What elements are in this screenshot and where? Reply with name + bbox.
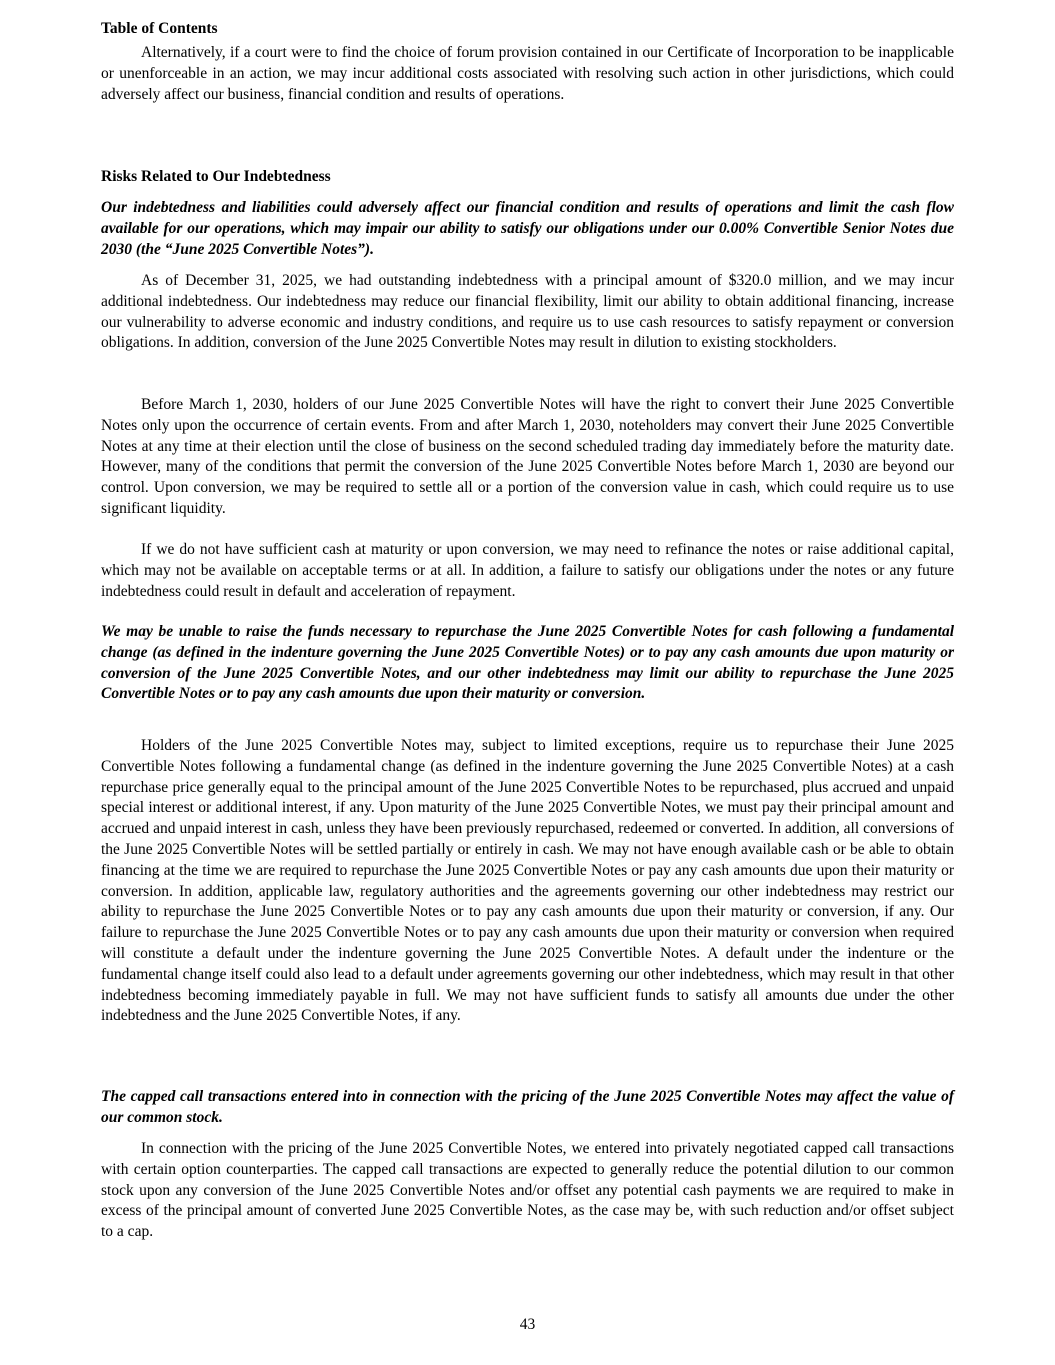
risk-1-paragraph-1: As of December 31, 2025, we had outstanding indebtedness with a principal amount of $320.0 million, and we may incur additional indebtedness. Our indebtedness may reduce our financial flexibility, limit our ability to obtain additional financing, increase our vulnerability to adverse economic and industry conditions, and require us to use cash resources to satisfy repayment or conversion obligations. In addition, conversion of the June 2025 Convertible Notes may result in dilution to existing stockholders. [101, 272, 954, 352]
page-number: 43 [519, 1316, 536, 1333]
intro-paragraph: Alternatively, if a court were to find the choice of forum provision contained in our Certificate of Incorporation to be inapplicable or unenforceable in an action, we may incur additional costs associated with resolving such action in other jurisdictions, which could adversely affect our business, financial condition and results of operations. [101, 44, 954, 103]
risk-1-paragraph-2: Before March 1, 2030, holders of our June 2025 Convertible Notes will have the right to convert their June 2025 Convertible Notes only upon the occurrence of certain events. From and after March 1, 2030, noteholders may convert their June 2025 Convertible Notes at any time at their election until the close of business on the second scheduled trading day immediately before the maturity date. However, many of the conditions that permit the conversion of the June 2025 Convertible Notes before March 1, 2030 are beyond our control. Upon conversion, we may be required to settle all or a portion of the conversion value in cash, which could require us to use significant liquidity. [101, 396, 954, 517]
risk-heading-3: The capped call transactions entered into in connection with the pricing of the June 2025 Convertible Notes may affect the value of our common stock. [101, 1088, 954, 1126]
risk-1-paragraph-3: If we do not have sufficient cash at maturity or upon conversion, we may need to refinance the notes or raise additional capital, which may not be available on acceptable terms or at all. In addition, a failure to satisfy our obligations under the notes or any future indebtedness could result in default and acceleration of repayment. [101, 541, 954, 600]
risk-2-paragraph-1: Holders of the June 2025 Convertible Notes may, subject to limited exceptions, require us to repurchase their June 2025 Convertible Notes following a fundamental change (as defined in the indenture governing the June 2025 Convertible Notes) at a cash repurchase price generally equal to the principal amount of the June 2025 Convertible Notes to be repurchased, plus accrued and unpaid special interest or additional interest, if any. Upon maturity of the June 2025 Convertible Notes, we must pay their principal amount and accrued and unpaid interest in cash, unless they have been previously repurchased, redeemed or converted. In addition, all conversions of the June 2025 Convertible Notes will be settled partially or entirely in cash. We may not have enough available cash or be able to obtain financing at the time we are required to repurchase the June 2025 Convertible Notes or pay any cash amounts due upon their maturity or conversion. In addition, applicable law, regulatory authorities and the agreements governing our other indebtedness may restrict our ability to repurchase the June 2025 Convertible Notes or to pay any cash amounts due upon their maturity or conversion, if any. Our failure to repurchase the June 2025 Convertible Notes or to pay any cash amounts due upon their maturity or conversion when required will constitute a default under the indenture governing the June 2025 Convertible Notes. A default under the indenture or the fundamental change itself could also lead to a default under agreements governing our other indebtedness, which may result in that other indebtedness becoming immediately payable in full. We may not have sufficient funds to satisfy all amounts due under the other indebtedness and the June 2025 Convertible Notes, if any. [101, 737, 954, 1025]
risk-3-paragraph-1: In connection with the pricing of the June 2025 Convertible Notes, we entered into privately negotiated capped call transactions with certain option counterparties. The capped call transactions are expected to generally reduce the potential dilution to our common stock upon any conversion of the June 2025 Convertible Notes and/or offset any potential cash payments we are required to make in excess of the principal amount of converted June 2025 Convertible Notes, as the case may be, with such reduction and/or offset subject to a cap. [101, 1140, 954, 1241]
risk-heading-1: Our indebtedness and liabilities could adversely affect our financial condition and results of operations and limit the cash flow available for our operations, which may impair our ability to satisfy our obligations under our 0.00% Convertible Senior Notes due 2030 (the “June 2025 Convertible Notes”). [101, 199, 954, 258]
section-title: Risks Related to Our Indebtedness [101, 168, 331, 185]
risk-heading-2: We may be unable to raise the funds necessary to repurchase the June 2025 Convertible Notes for cash following a fundamental change (as defined in the indenture governing the June 2025 Convertible Notes) or to pay any cash amounts due upon maturity or conversion of the June 2025 Convertible Notes, and our other indebtedness may limit our ability to repurchase the June 2025 Convertible Notes or to pay any cash amounts due upon their maturity or conversion. [101, 623, 954, 703]
table-of-contents-link[interactable]: Table of Contents [101, 20, 218, 37]
